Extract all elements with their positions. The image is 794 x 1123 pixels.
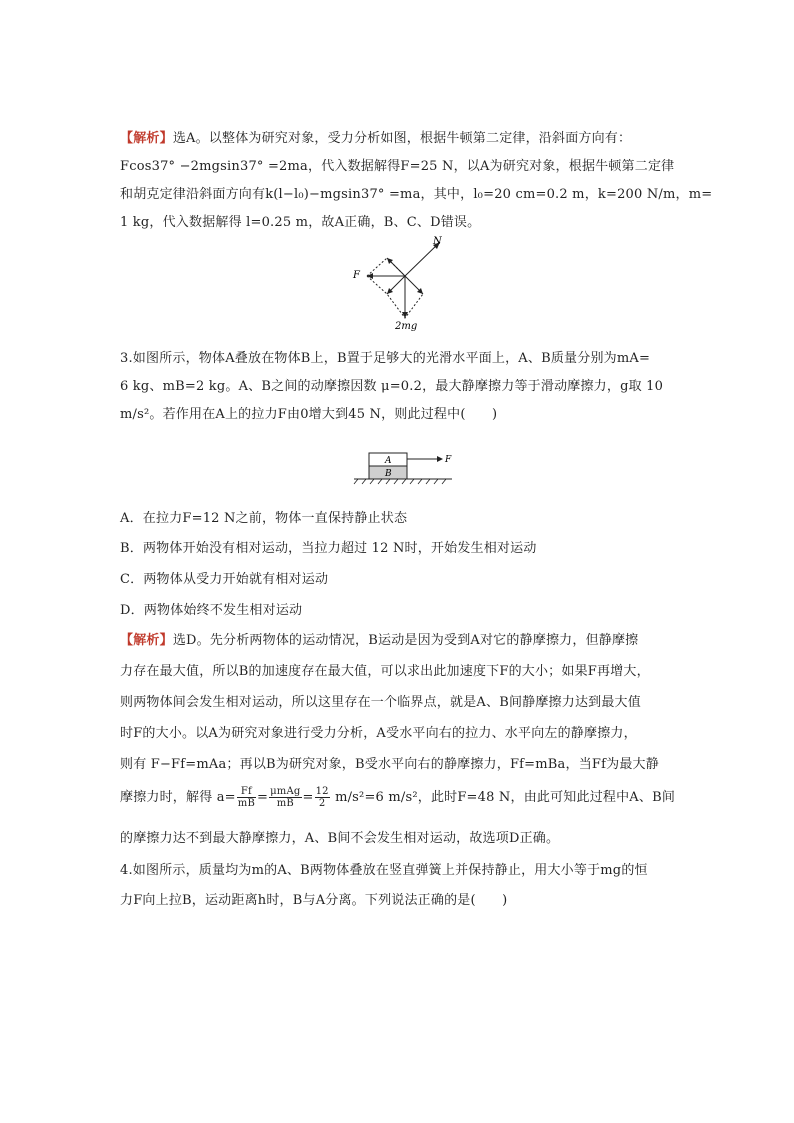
q3-analysis-line-2: 力存在最大值，所以B的加速度存在最大值，可以求出此加速度下F的大小；如果F再增大，: [120, 664, 650, 679]
label-n: N: [433, 236, 442, 247]
label-f: F: [353, 270, 360, 281]
q4-line-2: 力F向上拉B，运动距离h时，B与A分离。下列说法正确的是( ): [120, 893, 508, 908]
q4-line-1: 4.如图所示，质量均为m的A、B两物体叠放在竖直弹簧上并保持静止，用大小等于mg的恒: [120, 863, 648, 878]
q2-analysis-line-4: 1 kg，代入数据解得 l=0.25 m，故A正确，B、C、D错误。: [120, 215, 481, 230]
block-diagram: [352, 450, 460, 486]
force-f-label: F: [445, 455, 452, 465]
analysis-label: 【解析】: [120, 633, 173, 648]
label-mg: 2mg: [395, 321, 418, 332]
q3-analysis-line-4: 时F的大小。以A为研究对象进行受力分析，A受水平向右的拉力、水平向左的静摩擦力，: [120, 726, 637, 741]
q2-analysis-line-1: 【解析】选A。以整体为研究对象，受力分析如图，根据牛顿第二定律，沿斜面方向有：: [120, 131, 632, 146]
option-d: D．两物体始终不发生相对运动: [120, 603, 303, 618]
analysis-label: 【解析】: [120, 131, 173, 146]
option-c: C．两物体从受力开始就有相对运动: [120, 572, 329, 587]
q3-analysis-line-7: 的摩擦力达不到最大静摩擦力，A、B间不会发生相对运动，故选项D正确。: [120, 831, 560, 846]
option-b: B．两物体开始没有相对运动，当拉力超过 12 N时，开始发生相对运动: [120, 541, 537, 556]
force-diagram: [345, 232, 465, 332]
q3-analysis-line-5: 则有 F−Ff=mAa；再以B为研究对象，B受水平向右的静摩擦力，Ff=mBa，当Ff为最大静: [120, 757, 659, 772]
q2-analysis-line-3: 和胡克定律沿斜面方向有k(l−l₀)−mgsin37° =ma，其中，l₀=20 cm=0.2 m，k=200 N/m，m=: [120, 187, 713, 202]
option-a: A．在拉力F=12 N之前，物体一直保持静止状态: [120, 511, 408, 526]
q3-line-1: 3.如图所示，物体A叠放在物体B上，B置于足够大的光滑水平面上，A、B质量分别为mA=: [120, 351, 651, 366]
block-b-label: B: [385, 469, 392, 479]
fraction-12-2: $\frac{12}{2}$: [315, 786, 329, 809]
block-a-label: A: [385, 456, 392, 466]
q3-line-2: 6 kg、mB=2 kg。A、B之间的动摩擦因数 μ=0.2，最大静摩擦力等于滑动摩擦力，g取 10: [120, 379, 664, 394]
q3-analysis-line-6: 摩擦力时，解得 a= $\frac{Ff}{mB}$ = $\frac{\text{μmAg}}{mB}$ = $\frac{12}{2}$ m/s²=6 m/s²，此时F=48 N，由此可知此过程中A、B间: [120, 786, 676, 809]
fraction-ff-mb: $\frac{Ff}{mB}$: [237, 786, 256, 809]
fraction-mu-ma-g-mb: $\frac{\text{μmAg}}{mB}$: [270, 786, 301, 809]
q2-analysis-line-2: Fcos37° −2mgsin37° =2ma，代入数据解得F=25 N，以A为研究对象，根据牛顿第二定律: [120, 159, 675, 174]
q3-line-3: m/s²。若作用在A上的拉力F由0增大到45 N，则此过程中( ): [120, 407, 498, 422]
q3-analysis-line-3: 则两物体间会发生相对运动，所以这里存在一个临界点，就是A、B间静摩擦力达到最大值: [120, 695, 641, 710]
q3-analysis-line-1: 【解析】选D。先分析两物体的运动情况，B运动是因为受到A对它的静摩擦力，但静摩擦: [120, 633, 639, 648]
